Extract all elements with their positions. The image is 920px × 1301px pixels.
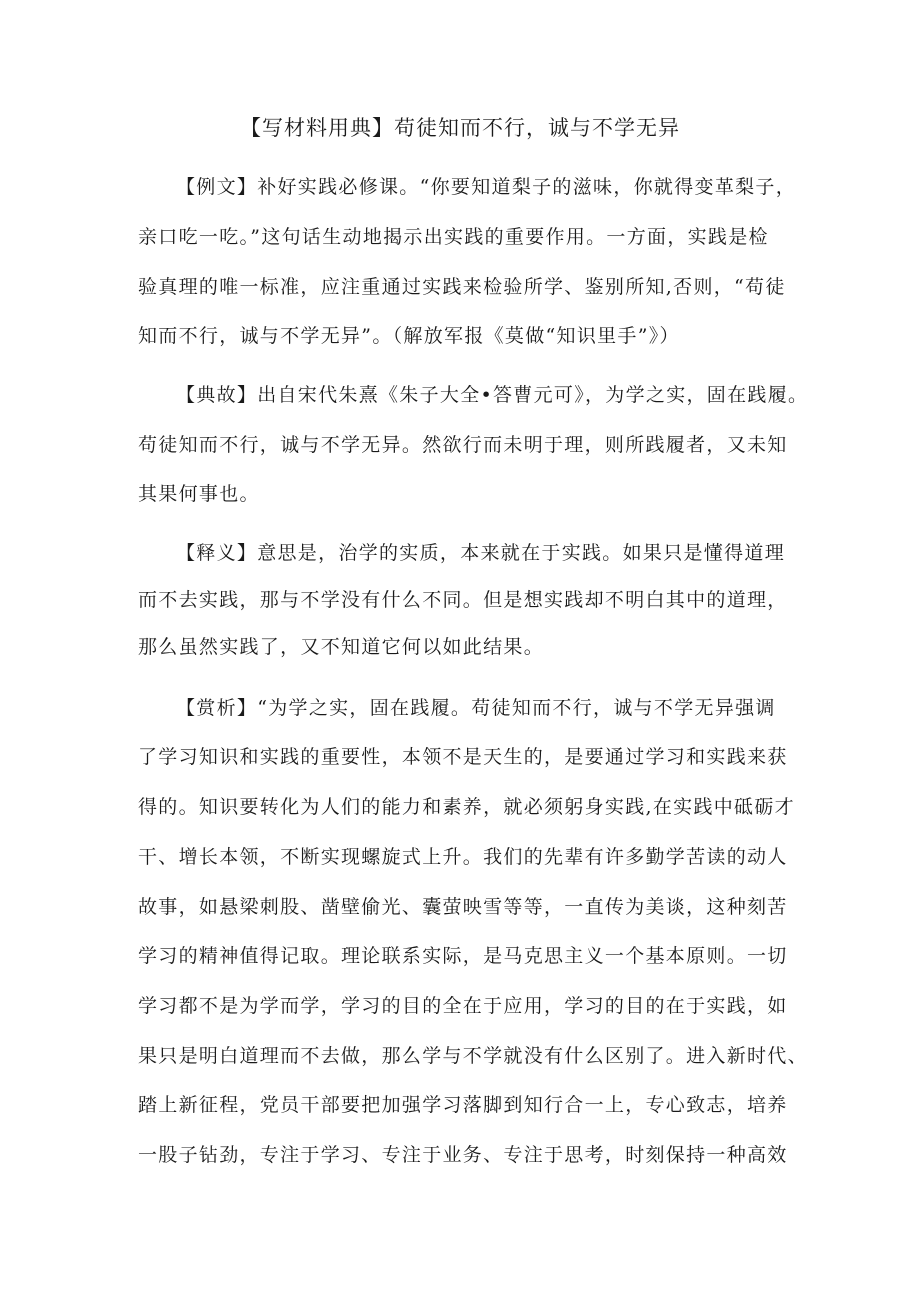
example-line-4: 知而不行，诚与不学无异”。（解放军报《莫做“知识里手”》）: [138, 325, 680, 347]
meaning-line-1: 【释义】意思是，治学的实质，本来就在于实践。如果只是懂得道理: [176, 542, 786, 564]
appreciation-line-1: 【赏析】“为学之实，固在践履。苟徒知而不行，诚与不学无异强调: [176, 697, 776, 719]
appreciation-line-6: 学习的精神值得记取。理论联系实际，是马克思主义一个基本原则。一切: [138, 945, 788, 967]
appreciation-line-5: 故事，如悬梁刺股、凿壁偷光、囊萤映雪等等，一直传为美谈，这种刻苦: [138, 896, 788, 918]
allusion-line-2: 苟徒知而不行，诚与不学无异。然欲行而未明于理，则所践履者，又未知: [138, 434, 788, 456]
appreciation-line-2: 了学习知识和实践的重要性，本领不是天生的，是要通过学习和实践来获: [138, 746, 788, 768]
appreciation-line-4: 干、增长本领，不断实现螺旋式上升。我们的先辈有许多勤学苦读的动人: [138, 846, 788, 868]
appreciation-line-10: 一股子钻劲，专注于学习、专注于业务、专注于思考，时刻保持一种高效: [138, 1144, 788, 1166]
meaning-line-2: 而不去实践，那与不学没有什么不同。但是想实践却不明白其中的道理，: [138, 589, 788, 611]
appreciation-line-9: 踏上新征程，党员干部要把加强学习落脚到知行合一上，专心致志，培养: [138, 1094, 788, 1116]
example-line-2: 亲口吃一吃。”这句话生动地揭示出实践的重要作用。一方面，实践是检: [138, 226, 769, 248]
document-title: 【写材料用典】苟徒知而不行，诚与不学无异: [240, 116, 680, 140]
appreciation-line-3: 得的。知识要转化为人们的能力和素养，就必须躬身实践,在实践中砥砺才: [138, 796, 795, 818]
allusion-line-1: 【典故】出自宋代朱熹《朱子大全•答曹元可》，为学之实，固在践履。: [176, 384, 809, 406]
allusion-line-3: 其果何事也。: [138, 483, 260, 505]
appreciation-line-8: 果只是明白道理而不去做，那么学与不学就没有什么区别了。进入新时代、: [138, 1045, 808, 1067]
example-line-3: 验真理的唯一标准，应注重通过实践来检验所学、鉴别所知,否则，“苟徒: [138, 276, 786, 298]
example-line-1: 【例文】补好实践必修课。“你要知道梨子的滋味，你就得变革梨子，: [176, 176, 797, 198]
appreciation-line-7: 学习都不是为学而学，学习的目的全在于应用，学习的目的在于实践，如: [138, 995, 788, 1017]
meaning-line-3: 那么虽然实践了，又不知道它何以如此结果。: [138, 636, 545, 658]
